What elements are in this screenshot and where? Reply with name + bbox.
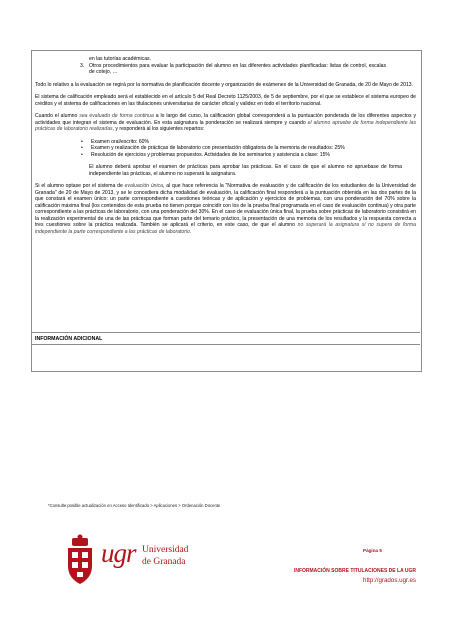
section-title-informacion-adicional: INFORMACIÓN ADICIONAL <box>31 332 420 345</box>
page-number: Página 5 <box>363 548 382 553</box>
ugr-logo-text: ugr <box>101 538 136 568</box>
evaluation-section <box>35 56 416 241</box>
weights-list <box>35 139 416 159</box>
paragraph-practicas: El alumno deberá aprobar el examen de prácticas para aprobar las prácticas. En el caso de que el alumno no apruebase de forma independiente las prácticas, el alumno no superará la asignatura. <box>89 164 402 177</box>
footnote: *Consulte posible actualización en Acceso Identificado > Aplicaciones > Ordenación Docente <box>48 503 221 508</box>
ordered-list <box>35 56 416 76</box>
footer-link[interactable]: http://grados.ugr.es <box>363 577 416 584</box>
info-label: INFORMACIÓN SOBRE TITULACIONES DE LA UGR <box>293 568 416 574</box>
list-item: • Examen y realización de prácticas de laboratorio con presentación obligatoria de la memoria de resultados: 25% <box>81 145 345 151</box>
list-item: • Resolución de ejercicios y problemas propuestos. Actividades de los seminarios y asistencia a clase: 15% <box>81 151 330 158</box>
university-name: Universidad de Granada <box>142 545 189 567</box>
list-item: en las tutorías académicas. <box>89 56 152 62</box>
list-item: 3. Otros procedimientos para evaluar la participación del alumno en las diferentes actividades planificadas: listas de control, escalas de cotejo, … <box>80 62 386 75</box>
list-item: • Examen oral/escrito: 60% <box>81 138 150 145</box>
university-crest-icon <box>62 534 98 586</box>
paragraph-normativa: Todo lo relativo a la evaluación se regirá por la normativa de planificación docente y organización de exámenes de la Universidad de Granada, de 20 de Mayo de 2013. <box>35 81 414 88</box>
paragraph-evaluacion-continua: Cuando el alumno sea evaluado de forma continua a lo largo del curso, la calificación global corresponderá a la puntuación ponderada de los diferentes aspectos y actividades que integran el sistema de evaluación. En esta asignatura la ponderación se realizará siempre y cuando el alumno apruebe de forma independiente las prácticas de laboratorio realizadas, y responderá al los siguientes repartos: <box>35 113 417 132</box>
paragraph-evaluacion-unica: Si el alumno optase por el sistema de evaluación única, al que hace referencia la "Normativa de evaluación y de calificación de los estudiantes de la Universidad de Granada" de 20 de Mayo de 2013, y se le concediera dicha modalidad de evaluación, la calificación final responderá a la puntuación obtenida en las dos partes de la que constará el examen único: un parte correspondiente a cuestiones teóricas y de aplicación y ejercicios de problemas, con una ponderación del 70% sobre la calificación máxima final (los contenidos de esta prueba no tienen porque coincidir con los de la prueba final programada en el caso de evaluación continua) y otra parte correspondiente a las prácticas de laboratorio, con una ponderación del 30%. En el caso de evaluación única final, la prueba sobre prácticas de laboratorio consistirá en la realización experimental de una de las prácticas que forman parte del temario práctico, la presentación de una memoria de los resultados y la respuesta correcta a tres cuestiones sobre la práctica realizada. También se aplicará el criterio, en este caso, de que el alumno no superará la asignatura si no supera de forma independiente la parte correspondiente a las prácticas de laboratorio. <box>35 183 416 235</box>
paragraph-calificacion: El sistema de calificación empleado será el establecido en el artículo 5 del Real Decreto 1125/2003, de 5 de septiembre, por el que se establece el sistema europeo de créditos y el sistema de calificaciones en las titulaciones universitarias de carácter oficial y validez en todo el territorio nacional. <box>35 94 416 107</box>
